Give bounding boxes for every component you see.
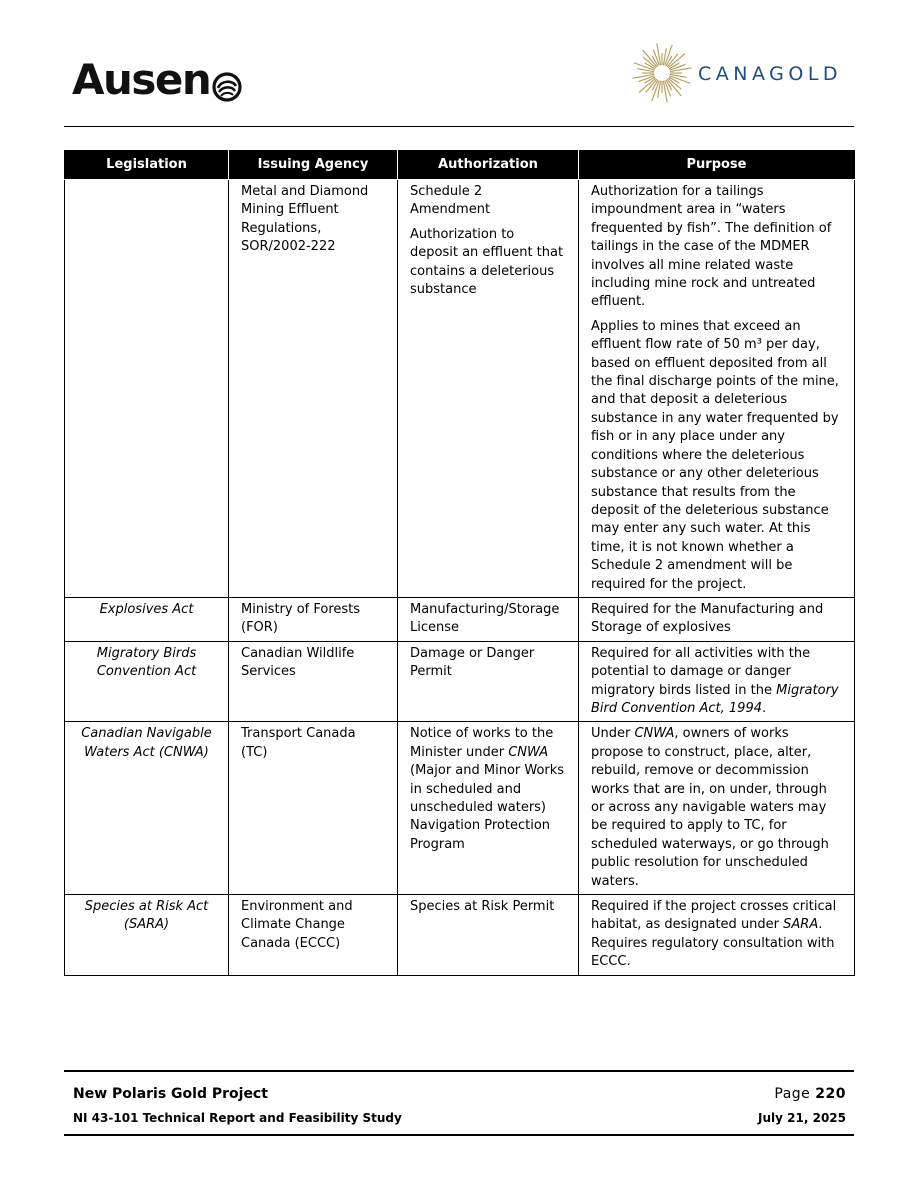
agency-cell: Transport Canada (TC) [229,722,398,895]
purpose-text: Under [591,726,635,742]
agency-cell: Environment and Climate Change Canada (ECCC) [229,895,398,976]
legislation-cell: Migratory Birds Convention Act [65,641,229,722]
table-row [65,641,855,722]
legislation-cell: Species at Risk Act (SARA) [65,895,229,976]
purpose-act-name: Migratory Bird Convention Act, 1994 [591,682,839,716]
authorization-act-abbrev: CNWA [508,744,549,760]
authorization-cell: Manufacturing/Storage License [398,597,579,641]
purpose-cell [579,180,855,598]
column-header-purpose: Purpose [579,151,855,180]
authorization-text: Schedule 2 Amendment [410,184,491,218]
authorization-cell [398,180,579,598]
canagold-logo-text: CANAGOLD [698,63,843,85]
purpose-text: Required for all activities with the potential to damage or danger migratory birds listed in the [591,645,811,698]
table-header-row [65,151,855,180]
footer-date: July 21, 2025 [758,1111,846,1125]
purpose-text: Required if the project crosses critical habitat, as designated under [591,899,837,933]
authorization-text: Authorization to deposit an effluent that contains a deleterious substance [410,226,564,298]
authorization-cell: Species at Risk Permit [398,895,579,976]
swirl-icon [211,67,243,99]
footer-project-name: New Polaris Gold Project [73,1086,268,1102]
column-header-authorization: Authorization [398,151,579,180]
permits-table [64,150,855,976]
purpose-cell: Required for the Manufacturing and Storage of explosives [579,597,855,641]
footer-left [73,1084,402,1128]
authorization-cell [398,722,579,895]
footer-page [758,1084,846,1104]
table-row [65,722,855,895]
table-row [65,180,855,598]
purpose-act-abbrev: SARA [783,917,819,933]
legislation-cell: Canadian Navigable Waters Act (CNWA) [65,722,229,895]
footer-page-label: Page [774,1086,811,1102]
authorization-cell: Damage or Danger Permit [398,641,579,722]
column-header-legislation: Legislation [65,151,229,180]
footer-divider-bottom [64,1134,854,1136]
legislation-cell [65,180,229,598]
canagold-logo [630,40,842,106]
ausenco-logo-text: Ausen [72,55,211,104]
purpose-cell [579,722,855,895]
sunburst-icon [630,41,694,105]
purpose-act-abbrev: CNWA [634,726,675,742]
purpose-cell [579,641,855,722]
footer-right [758,1084,846,1128]
ausenco-logo [72,55,243,104]
table-row [65,895,855,976]
agency-cell: Canadian Wildlife Services [229,641,398,722]
authorization-text: (Major and Minor Works in scheduled and unscheduled waters) Navigation Protection Program [410,763,565,852]
agency-cell: Ministry of Forests (FOR) [229,597,398,641]
purpose-text: , owners of works propose to construct, place, alter, rebuild, remove or decommission works that are in, on under, through or across any navigable waters may be required to apply to TC, for scheduled waterways, or go through public resolution for unscheduled waters. [591,726,829,889]
footer-page-number: 220 [815,1086,846,1102]
footer-report-title: NI 43-101 Technical Report and Feasibility Study [73,1111,402,1125]
purpose-cell [579,895,855,976]
column-header-issuing-agency: Issuing Agency [229,151,398,180]
purpose-text: Applies to mines that exceed an effluent flow rate of 50 m³ per day, based on effluent deposited from all the final discharge points of the mine, and that deposit a deleterious substance in any water frequented by fish or in any place under any conditions where the deleterious substance or any other deleterious substance that results from the deposit of the deleterious substance may enter any such water. At this time, it is not known whether a Schedule 2 amendment will be required for the project. [591,318,839,592]
footer-divider-top [64,1070,854,1072]
purpose-text: . [761,700,767,716]
authorization-text: Notice of works to the Minister under [410,726,554,760]
header-divider [64,126,854,127]
legislation-cell: Explosives Act [65,597,229,641]
purpose-text: Authorization for a tailings impoundment area in “waters frequented by fish”. The definition of tailings in the case of the MDMER involves all mine related waste including mine rock and untreated effluent. [591,184,832,310]
agency-cell: Metal and Diamond Mining Effluent Regulations, SOR/2002-222 [229,180,398,598]
purpose-text: . Requires regulatory consultation with ECCC. [591,917,835,970]
table-row [65,597,855,641]
